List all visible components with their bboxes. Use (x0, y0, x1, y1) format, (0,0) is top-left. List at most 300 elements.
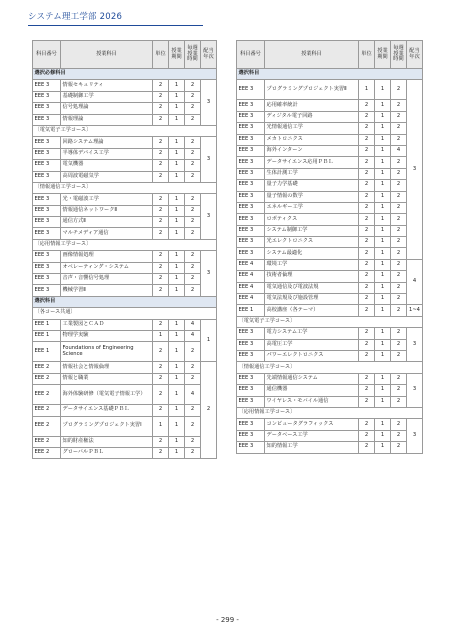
periods-cell: 1 (169, 228, 185, 239)
name-cell: パワーエレクトロニクス (265, 350, 359, 361)
credits-cell: 2 (153, 171, 169, 182)
credits-cell: 2 (359, 442, 375, 453)
weekly-cell: 2 (391, 271, 407, 282)
credits-cell: 2 (359, 305, 375, 316)
code-cell: EEE 3 (33, 103, 61, 114)
code-cell: EEE 3 (237, 385, 265, 396)
credits-cell: 2 (359, 259, 375, 270)
table-row (237, 123, 423, 134)
col-periods-header: 授業期間 (375, 41, 391, 69)
table-row (33, 160, 217, 171)
weekly-cell: 2 (391, 385, 407, 396)
table-row (237, 157, 423, 168)
name-cell: 情報理論 (61, 114, 153, 125)
weekly-cell: 2 (391, 123, 407, 134)
credits-cell: 2 (359, 145, 375, 156)
course-label: 〔電気電子工学コース〕 (33, 125, 217, 136)
credits-cell: 2 (359, 225, 375, 236)
credits-cell: 2 (153, 80, 169, 91)
weekly-cell: 2 (391, 248, 407, 259)
name-cell: データベース工学 (265, 430, 359, 441)
code-cell: EEE 3 (33, 160, 61, 171)
credits-cell: 2 (359, 237, 375, 248)
credits-cell: 2 (359, 100, 375, 111)
name-cell: 高電圧工学 (265, 339, 359, 350)
name-cell: 回路システム理論 (61, 137, 153, 148)
name-cell: 光情報通信工学 (265, 123, 359, 134)
code-cell: EEE 3 (33, 217, 61, 228)
weekly-cell: 2 (391, 180, 407, 191)
year-cell: 3 (407, 373, 423, 407)
section-label: 選択科目 (33, 296, 217, 307)
course-label: 〔応用情報工学コース〕 (33, 239, 217, 250)
credits-cell: 2 (359, 180, 375, 191)
weekly-cell: 4 (185, 330, 201, 341)
code-cell: EEE 2 (33, 436, 61, 447)
year-cell: 3 (201, 194, 217, 240)
periods-cell: 1 (169, 447, 185, 458)
code-cell: EEE 2 (33, 362, 61, 373)
code-cell: EEE 3 (237, 248, 265, 259)
weekly-cell: 2 (185, 171, 201, 182)
credits-cell: 2 (359, 282, 375, 293)
name-cell: ワイヤレス・モバイル通信 (265, 396, 359, 407)
code-cell: EEE 3 (33, 194, 61, 205)
periods-cell: 1 (169, 114, 185, 125)
code-cell: EEE 1 (33, 342, 61, 362)
periods-cell: 1 (169, 362, 185, 373)
name-cell: オペレーティング・システム (61, 262, 153, 273)
periods-cell: 1 (169, 171, 185, 182)
table-row (237, 373, 423, 384)
code-cell: EEE 3 (33, 137, 61, 148)
course-label: 〔応用情報工学コース〕 (237, 407, 423, 418)
periods-cell: 1 (375, 202, 391, 213)
name-cell: 音声・音響信号処理 (61, 274, 153, 285)
curriculum-table-left (32, 40, 217, 459)
weekly-cell: 2 (185, 274, 201, 285)
course-label: 〔電気電子工学コース〕 (237, 316, 423, 327)
table-row (33, 436, 217, 447)
credits-cell: 2 (153, 436, 169, 447)
code-cell: EEE 1 (33, 319, 61, 330)
weekly-cell: 2 (391, 80, 407, 100)
periods-cell: 1 (169, 137, 185, 148)
table-row (33, 373, 217, 384)
section-header-row (33, 69, 217, 80)
name-cell: プログラミングプロジェクト実習Ⅰ (61, 416, 153, 436)
code-cell: EEE 3 (237, 237, 265, 248)
weekly-cell: 2 (185, 148, 201, 159)
credits-cell: 2 (153, 137, 169, 148)
table-row (33, 171, 217, 182)
name-cell: 電気法規及び施設管理 (265, 294, 359, 305)
code-cell: EEE 3 (237, 80, 265, 100)
weekly-cell: 2 (185, 80, 201, 91)
table-row (33, 330, 217, 341)
table-row (237, 442, 423, 453)
table-header-row (33, 41, 217, 69)
weekly-cell: 2 (185, 137, 201, 148)
periods-cell: 1 (169, 373, 185, 384)
code-cell: EEE 4 (237, 282, 265, 293)
weekly-cell: 2 (185, 405, 201, 416)
table-row (237, 180, 423, 191)
code-cell: EEE 3 (237, 100, 265, 111)
code-cell: EEE 3 (33, 205, 61, 216)
credits-cell: 2 (359, 430, 375, 441)
periods-cell: 1 (375, 80, 391, 100)
code-cell: EEE 2 (33, 447, 61, 458)
periods-cell: 1 (375, 271, 391, 282)
periods-cell: 1 (375, 339, 391, 350)
table-row (237, 214, 423, 225)
course-header-row (33, 125, 217, 136)
weekly-cell: 2 (391, 111, 407, 122)
credits-cell: 2 (153, 103, 169, 114)
col-weekly-header: 毎週授業時間 (391, 41, 407, 69)
weekly-cell: 2 (185, 217, 201, 228)
weekly-cell: 2 (391, 237, 407, 248)
name-cell: データサイエンス応用ＰＢＬ (265, 157, 359, 168)
table-row (33, 80, 217, 91)
periods-cell: 1 (169, 385, 185, 405)
table-row (237, 339, 423, 350)
periods-cell: 1 (375, 305, 391, 316)
credits-cell: 2 (153, 194, 169, 205)
credits-cell: 2 (153, 373, 169, 384)
code-cell: EEE 2 (33, 405, 61, 416)
col-year-header: 配当年次 (407, 41, 423, 69)
table-row (237, 237, 423, 248)
table-row (237, 225, 423, 236)
periods-cell: 1 (169, 330, 185, 341)
periods-cell: 1 (375, 328, 391, 339)
weekly-cell: 2 (391, 191, 407, 202)
year-cell: 3 (407, 419, 423, 453)
credits-cell: 2 (359, 157, 375, 168)
table-row (33, 262, 217, 273)
header-rule (28, 25, 203, 26)
col-code-header: 科目番号 (33, 41, 61, 69)
name-cell: システム最適化 (265, 248, 359, 259)
col-credits-header: 単位 (359, 41, 375, 69)
name-cell: 生体計測工学 (265, 168, 359, 179)
course-header-row (33, 182, 217, 193)
col-credits-header: 単位 (153, 41, 169, 69)
code-cell: EEE 3 (237, 350, 265, 361)
credits-cell: 2 (153, 385, 169, 405)
weekly-cell: 2 (391, 373, 407, 384)
course-header-row (33, 239, 217, 250)
year-cell: 3 (201, 251, 217, 297)
weekly-cell: 2 (185, 285, 201, 296)
code-cell: EEE 1 (237, 305, 265, 316)
code-cell: EEE 3 (237, 430, 265, 441)
col-periods-header: 授業期間 (169, 41, 185, 69)
weekly-cell: 2 (185, 251, 201, 262)
weekly-cell: 2 (391, 168, 407, 179)
periods-cell: 1 (169, 160, 185, 171)
code-cell: EEE 3 (33, 274, 61, 285)
table-row (33, 103, 217, 114)
credits-cell: 2 (359, 123, 375, 134)
periods-cell: 1 (375, 134, 391, 145)
periods-cell: 1 (169, 194, 185, 205)
periods-cell: 1 (169, 274, 185, 285)
table-row (237, 248, 423, 259)
periods-cell: 1 (375, 350, 391, 361)
periods-cell: 1 (169, 416, 185, 436)
periods-cell: 1 (169, 342, 185, 362)
code-cell: EEE 3 (33, 285, 61, 296)
curriculum-table-right (236, 40, 423, 454)
col-year-header: 配当年次 (201, 41, 217, 69)
credits-cell: 2 (153, 342, 169, 362)
credits-cell: 2 (359, 214, 375, 225)
weekly-cell: 2 (185, 194, 201, 205)
credits-cell: 2 (153, 228, 169, 239)
year-cell: 3 (201, 80, 217, 126)
col-name-header: 授業科目 (61, 41, 153, 69)
periods-cell: 1 (169, 148, 185, 159)
code-cell: EEE 3 (237, 180, 265, 191)
periods-cell: 1 (375, 385, 391, 396)
col-code-header: 科目番号 (237, 41, 265, 69)
name-cell: 知的情報工学 (265, 442, 359, 453)
code-cell: EEE 3 (33, 251, 61, 262)
weekly-cell: 2 (185, 205, 201, 216)
table-row (33, 319, 217, 330)
name-cell: 電気機器 (61, 160, 153, 171)
credits-cell: 2 (359, 385, 375, 396)
credits-cell: 2 (153, 319, 169, 330)
name-cell: 基礎制御工学 (61, 91, 153, 102)
credits-cell: 2 (153, 447, 169, 458)
credits-cell: 2 (359, 111, 375, 122)
weekly-cell: 2 (391, 328, 407, 339)
name-cell: ロボティクス (265, 214, 359, 225)
periods-cell: 1 (375, 396, 391, 407)
weekly-cell: 2 (391, 430, 407, 441)
credits-cell: 2 (153, 205, 169, 216)
name-cell: コンピュータグラフィックス (265, 419, 359, 430)
year-cell: 3 (201, 137, 217, 183)
periods-cell: 1 (375, 214, 391, 225)
credits-cell: 1 (153, 416, 169, 436)
code-cell: EEE 3 (237, 202, 265, 213)
periods-cell: 1 (375, 248, 391, 259)
credits-cell: 2 (153, 274, 169, 285)
code-cell: EEE 3 (237, 373, 265, 384)
credits-cell: 2 (153, 405, 169, 416)
periods-cell: 1 (169, 262, 185, 273)
weekly-cell: 2 (185, 342, 201, 362)
periods-cell: 1 (375, 237, 391, 248)
weekly-cell: 2 (185, 436, 201, 447)
course-label: 〔情報通信工学コース〕 (237, 362, 423, 373)
table-row (237, 80, 423, 100)
credits-cell: 2 (153, 262, 169, 273)
year-cell: 4 (407, 259, 423, 305)
name-cell: ディジタル電子回路 (265, 111, 359, 122)
name-cell: 量子力学基礎 (265, 180, 359, 191)
name-cell: 高周波電磁気学 (61, 171, 153, 182)
credits-cell: 2 (359, 168, 375, 179)
page-number: - 299 - (216, 616, 239, 624)
weekly-cell: 2 (391, 339, 407, 350)
name-cell: 情報セキュリティ (61, 80, 153, 91)
name-cell: 物理学実験 (61, 330, 153, 341)
col-name-header: 授業科目 (265, 41, 359, 69)
section-header-row (237, 69, 423, 80)
table-row (33, 385, 217, 405)
name-cell: 工業製図とＣＡＤ (61, 319, 153, 330)
table-row (33, 362, 217, 373)
code-cell: EEE 3 (33, 262, 61, 273)
code-cell: EEE 3 (33, 80, 61, 91)
table-row (33, 148, 217, 159)
weekly-cell: 2 (391, 214, 407, 225)
periods-cell: 1 (169, 217, 185, 228)
section-label: 選択科目 (237, 69, 423, 80)
weekly-cell: 2 (185, 447, 201, 458)
name-cell: 光エレクトロニクス (265, 237, 359, 248)
periods-cell: 1 (375, 373, 391, 384)
name-cell: 量子情報の数学 (265, 191, 359, 202)
weekly-cell: 2 (185, 362, 201, 373)
name-cell: 光・電磁波工学 (61, 194, 153, 205)
name-cell: 画像情報処理 (61, 251, 153, 262)
table-row (237, 134, 423, 145)
credits-cell: 2 (153, 91, 169, 102)
credits-cell: 2 (359, 373, 375, 384)
periods-cell: 1 (375, 430, 391, 441)
credits-cell: 2 (359, 396, 375, 407)
credits-cell: 2 (359, 202, 375, 213)
code-cell: EEE 3 (237, 123, 265, 134)
table-row (33, 217, 217, 228)
code-cell: EEE 4 (237, 294, 265, 305)
table-row (33, 274, 217, 285)
weekly-cell: 2 (185, 228, 201, 239)
name-cell: メカトロニクス (265, 134, 359, 145)
name-cell: 機械学習Ⅱ (61, 285, 153, 296)
code-cell: EEE 3 (237, 191, 265, 202)
weekly-cell: 2 (391, 157, 407, 168)
code-cell: EEE 3 (33, 171, 61, 182)
table-row (237, 430, 423, 441)
page-header (28, 10, 426, 22)
code-cell: EEE 3 (33, 148, 61, 159)
weekly-cell: 2 (391, 202, 407, 213)
periods-cell: 1 (375, 111, 391, 122)
name-cell: 技術者倫理 (265, 271, 359, 282)
name-cell: 海外体験研修（電気電子情報工学） (61, 385, 153, 405)
name-cell: 応用確率統計 (265, 100, 359, 111)
name-cell: Foundations of Engineering Science (61, 342, 153, 362)
periods-cell: 1 (169, 103, 185, 114)
weekly-cell: 4 (391, 145, 407, 156)
code-cell: EEE 3 (237, 419, 265, 430)
credits-cell: 2 (359, 328, 375, 339)
code-cell: EEE 3 (237, 214, 265, 225)
year-cell: 1 (201, 319, 217, 362)
name-cell: 通信機器 (265, 385, 359, 396)
code-cell: EEE 3 (33, 114, 61, 125)
periods-cell: 1 (375, 157, 391, 168)
code-cell: EEE 3 (237, 396, 265, 407)
section-header-row (33, 296, 217, 307)
table-row (33, 114, 217, 125)
table-row (33, 137, 217, 148)
periods-cell: 1 (169, 91, 185, 102)
table-row (33, 251, 217, 262)
weekly-cell: 2 (391, 225, 407, 236)
name-cell: 情報通信ネットワークⅡ (61, 205, 153, 216)
name-cell: 知的財産権法 (61, 436, 153, 447)
table-row (33, 91, 217, 102)
credits-cell: 2 (359, 339, 375, 350)
table-row (33, 342, 217, 362)
credits-cell: 1 (359, 80, 375, 100)
periods-cell: 1 (375, 442, 391, 453)
weekly-cell: 2 (391, 350, 407, 361)
name-cell: 通信方式Ⅱ (61, 217, 153, 228)
table-row (237, 305, 423, 316)
periods-cell: 1 (375, 123, 391, 134)
year-cell: 1~4 (407, 305, 423, 316)
name-cell: 電力システム工学 (265, 328, 359, 339)
weekly-cell: 2 (391, 305, 407, 316)
periods-cell: 1 (375, 259, 391, 270)
name-cell: プログラミングプロジェクト実習Ⅱ (265, 80, 359, 100)
weekly-cell: 2 (391, 396, 407, 407)
credits-cell: 2 (153, 217, 169, 228)
code-cell: EEE 3 (237, 339, 265, 350)
weekly-cell: 2 (391, 134, 407, 145)
credits-cell: 2 (359, 271, 375, 282)
name-cell: データサイエンス基礎ＰＢＬ (61, 405, 153, 416)
periods-cell: 1 (375, 225, 391, 236)
periods-cell: 1 (375, 145, 391, 156)
table-row (33, 228, 217, 239)
table-row (237, 168, 423, 179)
table-row (237, 350, 423, 361)
name-cell: グローバルＰＢＬ (61, 447, 153, 458)
name-cell: エネルギー工学 (265, 202, 359, 213)
course-header-row (237, 316, 423, 327)
weekly-cell: 2 (391, 442, 407, 453)
weekly-cell: 2 (185, 114, 201, 125)
course-label: 〔各コース共通〕 (33, 308, 217, 319)
weekly-cell: 2 (185, 373, 201, 384)
credits-cell: 2 (153, 362, 169, 373)
course-header-row (237, 407, 423, 418)
name-cell: 環境工学 (265, 259, 359, 270)
table-row (237, 100, 423, 111)
weekly-cell: 2 (185, 103, 201, 114)
periods-cell: 1 (375, 100, 391, 111)
periods-cell: 1 (169, 205, 185, 216)
periods-cell: 1 (375, 419, 391, 430)
name-cell: 海外インターン (265, 145, 359, 156)
weekly-cell: 2 (391, 419, 407, 430)
periods-cell: 1 (375, 294, 391, 305)
code-cell: EEE 3 (237, 225, 265, 236)
weekly-cell: 2 (185, 91, 201, 102)
credits-cell: 2 (359, 134, 375, 145)
